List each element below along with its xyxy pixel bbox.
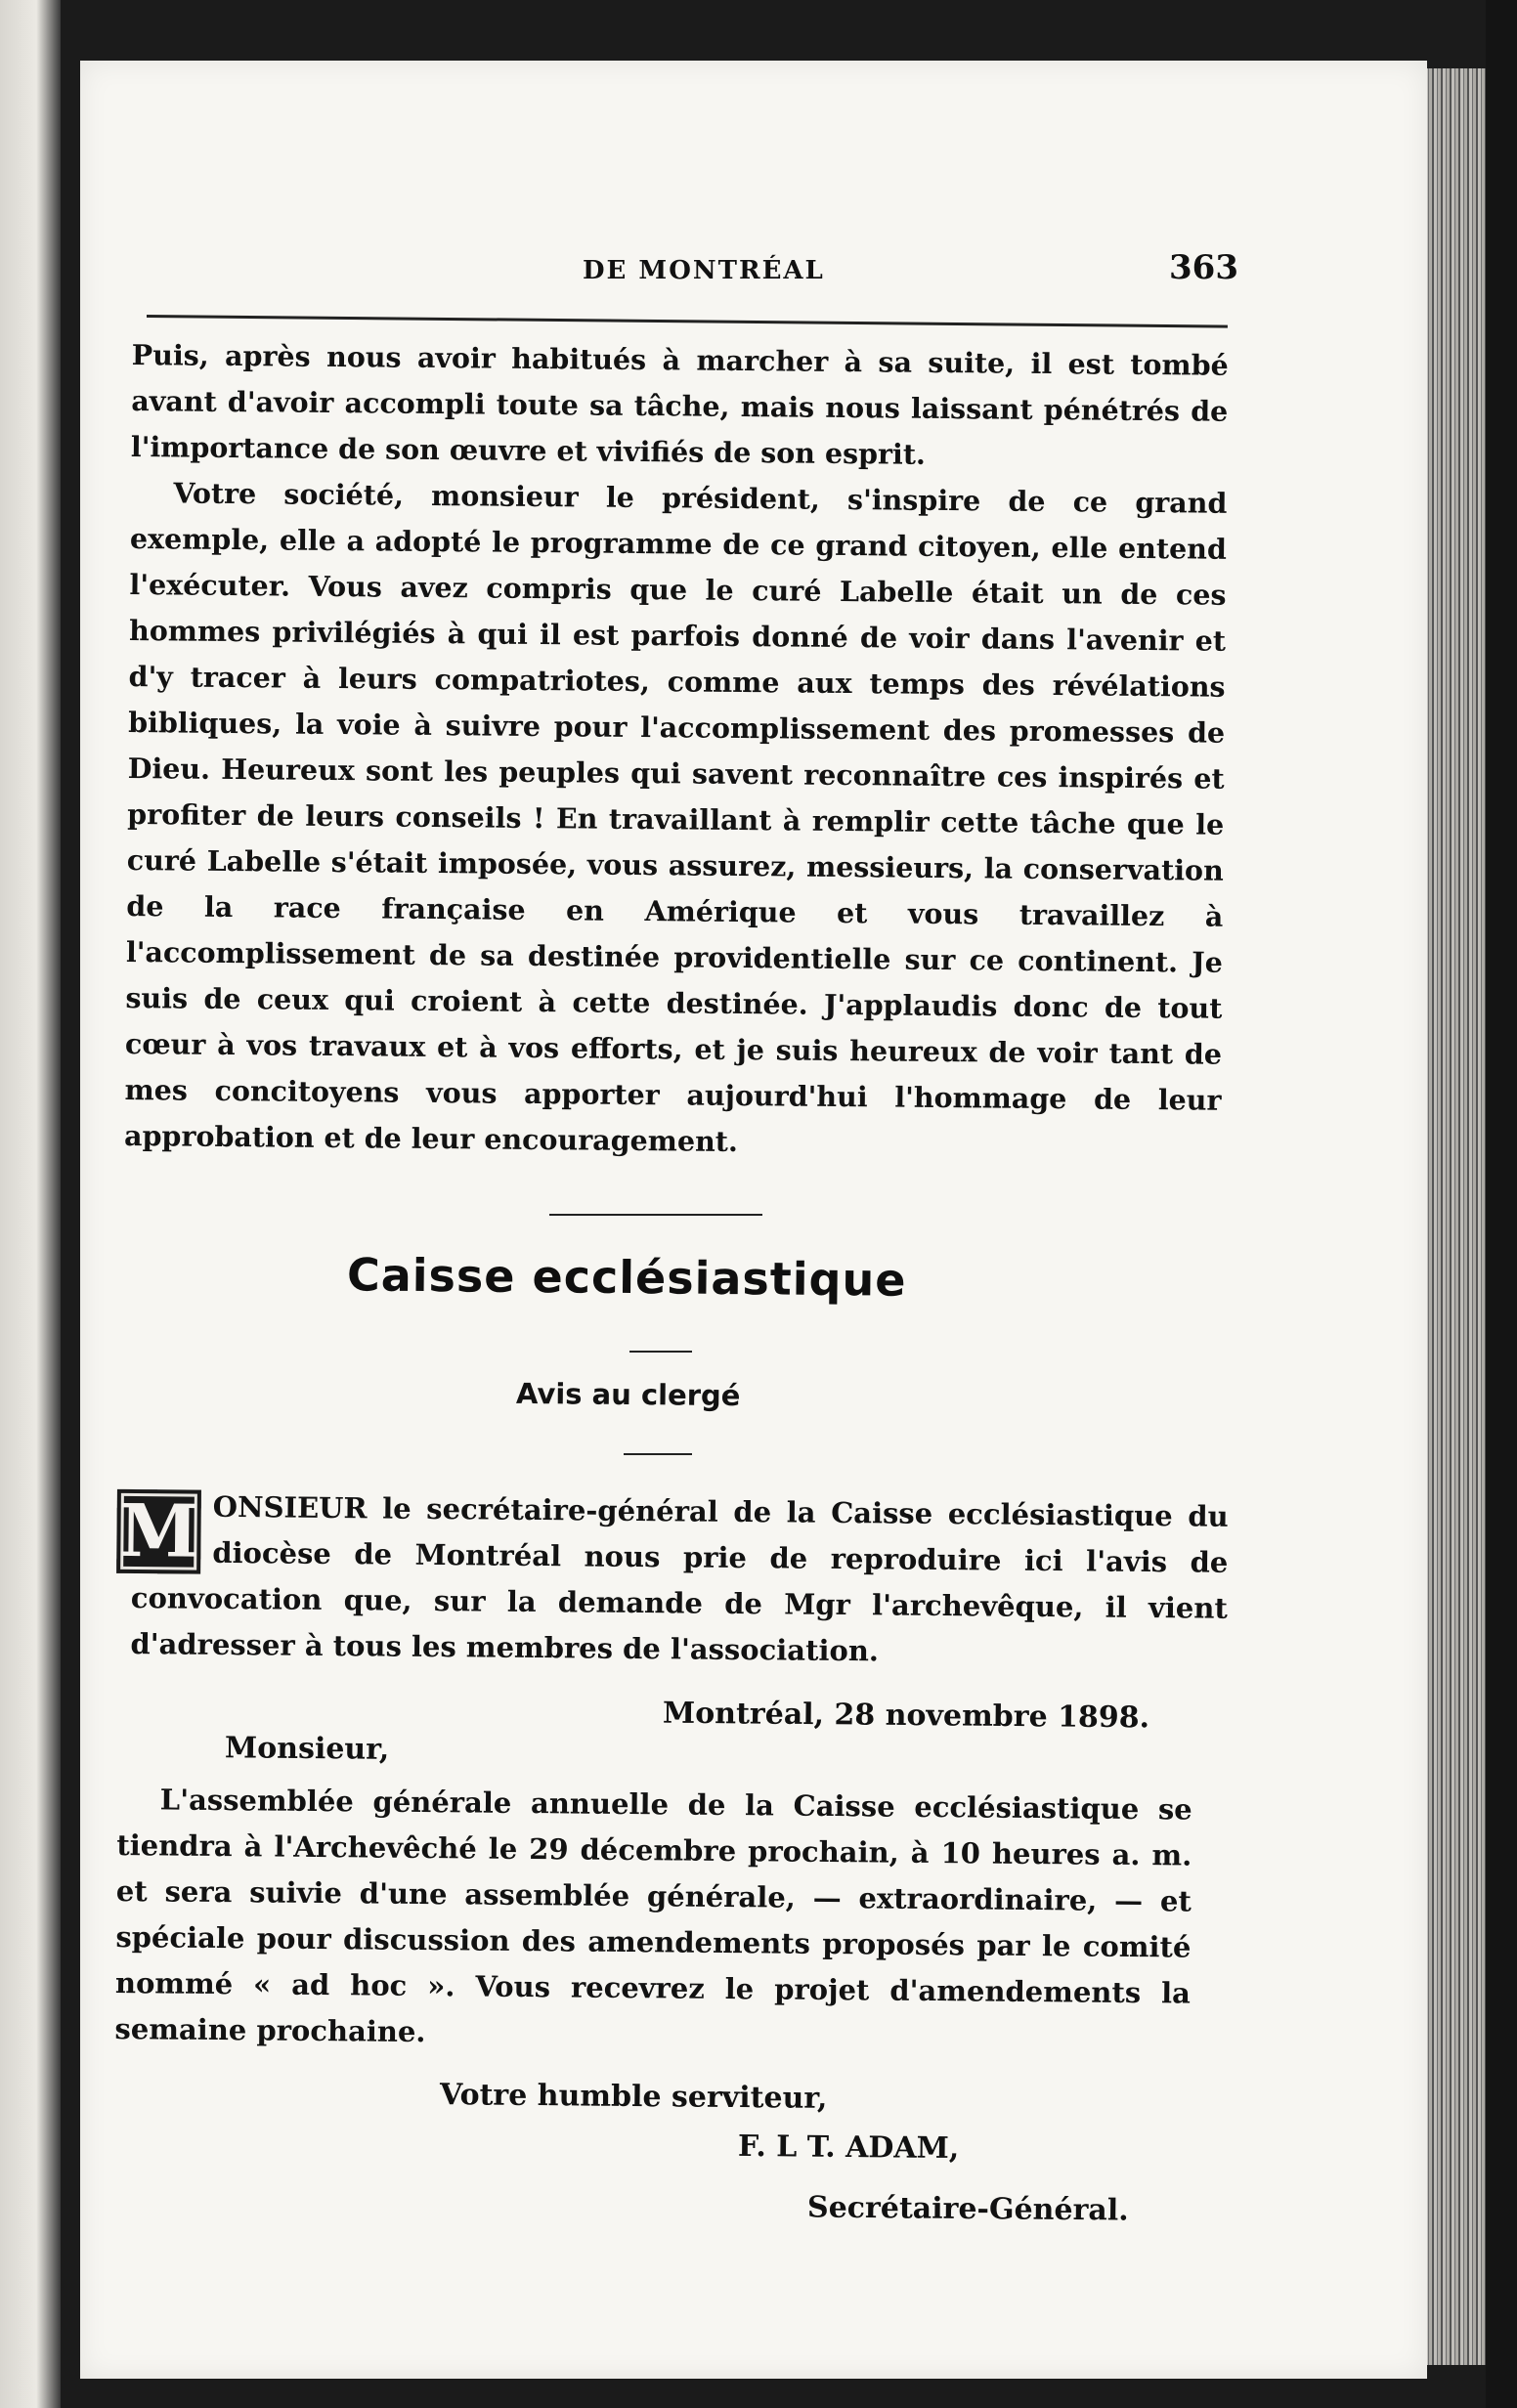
subtitle-divider bbox=[624, 1453, 692, 1455]
letter-date: Montréal, 28 novembre 1898. bbox=[662, 1696, 1150, 1736]
running-title: DE MONTRÉAL bbox=[583, 256, 825, 285]
body-text bbox=[124, 332, 1229, 1170]
section-divider bbox=[549, 1214, 762, 1216]
notice-text: ONSIEUR le secrétaire-général de la Caisse ecclésiastique du diocèse de Montréal nous prie de reproduire ici l'avis de convocation que, sur la demande de Mgr l'archevêque, il vient d'adresser à tous les membres de l'association. bbox=[130, 1489, 1229, 1668]
paragraph-continuation: Puis, après nous avoir habitués à marcher à sa suite, il est tombé avant d'avoir accompli toute sa tâche, mais nous laissant pénétrés de l'importance de son œuvre et vivifiés de son esprit. bbox=[130, 337, 1229, 471]
dropcap-letter: M bbox=[116, 1489, 201, 1574]
paragraph: Votre société, monsieur le président, s'inspire de ce grand exemple, elle a adopté le programme de ce grand citoyen, elle entend l'exécuter. Vous avez compris que le curé Labelle était un de ces hommes privilégiés à qui il est parfois donné de voir dans l'avenir et d'y tracer à leurs compatriotes, comme aux temps des révélations bibliques, la voie à suivre pour l'accomplissement des promesses de Dieu. Heureux sont les peuples qui savent reconnaître ces inspirés et profiter de leurs conseils ! En travaillant à remplir cette tâche que le curé Labelle s'était imposée, vous assurez, messieurs, la conservation de la race française en Amérique et vous travaillez à l'accomplissement de sa destinée providentielle sur ce continent. Je suis de ceux qui croient à cette destinée. J'applaudis donc de tout cœur à vos travaux et à vos efforts, et je suis heureux de voir tant de mes concitoyens vous apporter aujourd'hui l'hommage de leur approbation et de leur encouragement. bbox=[123, 476, 1228, 1158]
scan-background bbox=[1486, 0, 1517, 2408]
letter-salutation: Monsieur, bbox=[224, 1731, 390, 1767]
title-divider bbox=[629, 1351, 692, 1353]
letter-body bbox=[114, 1777, 1192, 2063]
section-subtitle: Avis au clergé bbox=[515, 1376, 741, 1413]
adjacent-page-edge bbox=[0, 0, 61, 2408]
letter-signature: F. L T. ADAM, bbox=[737, 2128, 960, 2167]
notice bbox=[118, 1484, 1229, 1678]
section-title: Caisse ecclésiastique bbox=[346, 1248, 907, 1307]
page-number: 363 bbox=[1169, 248, 1238, 287]
letter-paragraph: L'assemblée générale annuelle de la Caisse ecclésiastique se tiendra à l'Archevêché le 29 décembre prochain, à 10 heures a. m. et sera suivie d'une assemblée générale, — extraordinaire, — et spéciale pour discussion des amendements proposés par le comité nommé « ad hoc ». Vous recevrez le projet d'amendements la semaine prochaine. bbox=[114, 1783, 1192, 2049]
letter-closing: Votre humble serviteur, bbox=[439, 2078, 828, 2116]
signer-title: Secrétaire-Général. bbox=[806, 2190, 1129, 2228]
